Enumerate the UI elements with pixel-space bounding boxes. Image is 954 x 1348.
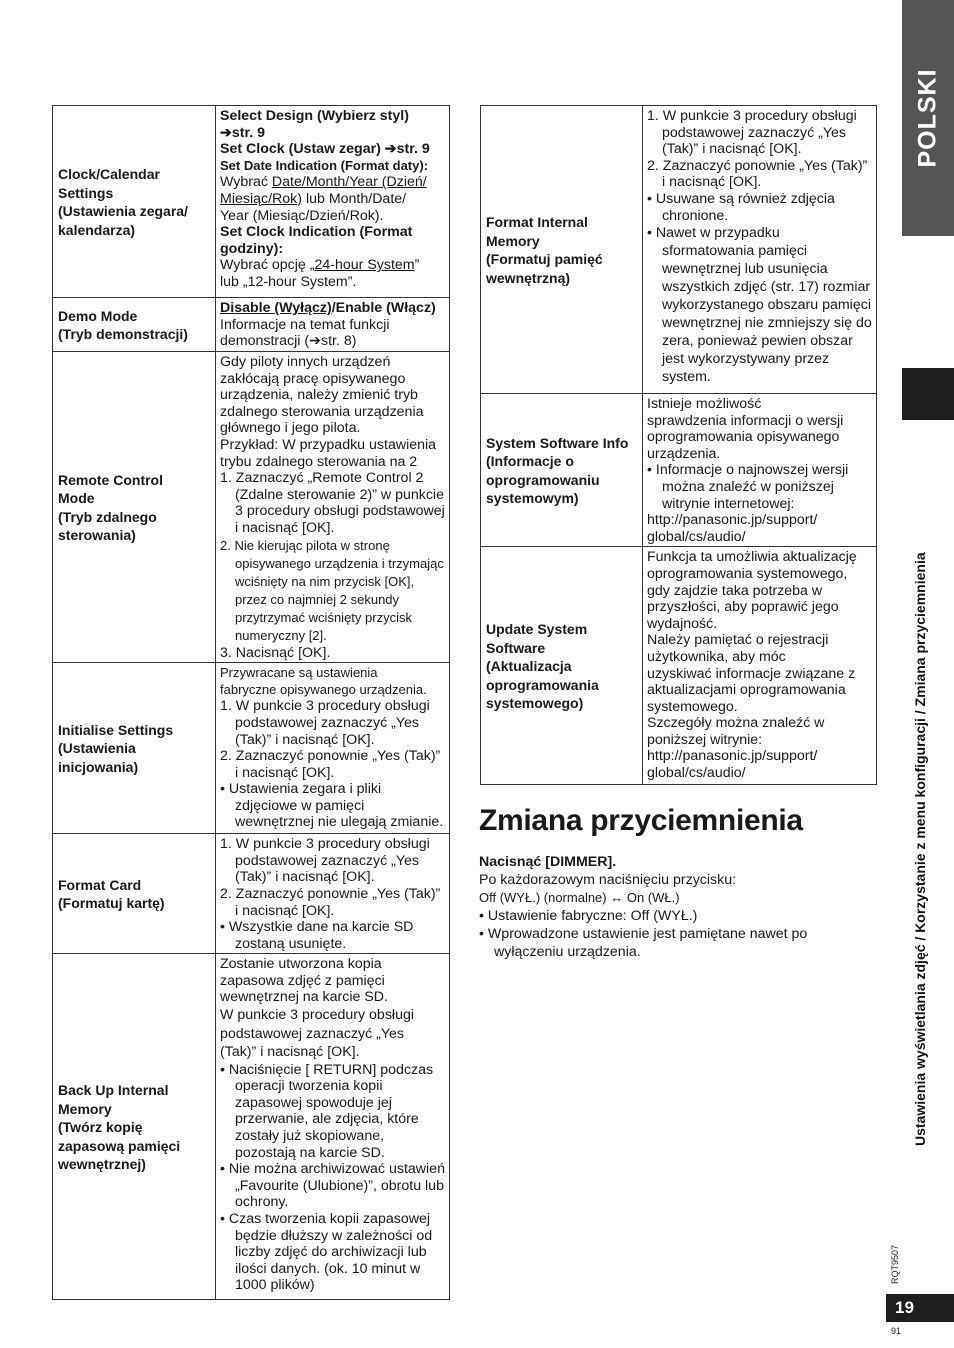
- row-label-remote: Remote Control Mode (Tryb zdalnego sterowania): [53, 352, 216, 663]
- arrow-icon: ➔: [384, 141, 397, 158]
- chapter-vertical-title: Ustawienia wyświetlania zdjęć / Korzystanie z menu konfiguracji / Zmiana przyciemnienia: [912, 552, 928, 1146]
- row-label-initialise: Initialise Settings (Ustawienia inicjowania): [53, 663, 216, 834]
- language-tab: POLSKI: [902, 0, 954, 236]
- arrow-icon: ➔: [220, 124, 232, 141]
- dimmer-instruction: Nacisnąć [DIMMER].: [479, 854, 617, 870]
- row-label-clock: Clock/Calendar Settings (Ustawienia zegara/ kalendarza): [53, 106, 216, 298]
- row-label-format-card: Format Card (Formatuj kartę): [53, 834, 216, 954]
- dimmer-bullet: • Ustawienie fabryczne: Off (WYŁ.): [479, 908, 698, 924]
- table-row: [53, 298, 450, 352]
- section-title: Zmiana przyciemnienia: [479, 804, 803, 837]
- table-row: [53, 352, 450, 663]
- page-number-small: 91: [891, 1326, 902, 1336]
- row-label-backup: Back Up Internal Memory (Twórz kopię zapasową pamięci wewnętrznej): [53, 954, 216, 1300]
- row-label-update-software: Update System Software (Aktualizacja oprogramowania systemowego): [481, 547, 643, 785]
- dimmer-line: Po każdorazowym naciśnięciu przycisku:: [479, 872, 737, 888]
- table-row: [53, 834, 450, 954]
- table-row: [481, 547, 877, 785]
- arrow-icon: ➔: [309, 333, 321, 350]
- settings-table-left: [52, 105, 450, 1300]
- table-row: [53, 954, 450, 1300]
- page-number: 19: [886, 1294, 954, 1322]
- row-desc-format-internal: 1. W punkcie 3 procedury obsługi podstawowej zaznaczyć „Yes (Tak)” i nacisnąć [OK]. 2. Zaznaczyć ponownie „Yes (Tak)” i nacisnąć [OK]. • Usuwane są również zdjęcia chronione. • Nawet w przypadku sformatowania pamięci wewnętrznej lub usunięcia wszystkich zdjęć (str. 17) rozmiar wykorzystanego obszaru pamięci wewnętrznej nie zmniejszy się do zera, ponieważ pewien obszar jest wykorzystywany przez system.: [643, 106, 877, 394]
- row-desc-system-info: Istnieje możliwość sprawdzenia informacji o wersji oprogramowania opisywanego urządzenia. • Informacje o najnowszej wersji można znaleźć w poniższej witrynie internetowej: http://panasonic.jp/support/ global/cs/audio/: [643, 394, 877, 547]
- row-desc-format-card: 1. W punkcie 3 procedury obsługi podstawowej zaznaczyć „Yes (Tak)” i nacisnąć [OK]. 2. Zaznaczyć ponownie „Yes (Tak)” i nacisnąć [OK]. • Wszystkie dane na karcie SD zostaną usunięte.: [216, 834, 450, 954]
- doc-code: RQT9507: [890, 1244, 900, 1284]
- row-desc-clock: Select Design (Wybierz styl) ➔str. 9 Set Clock (Ustaw zegar) ➔str. 9 Set Date Indication (Format daty): Wybrać Date/Month/Year (Dzień/ Miesiąc/Rok) lub Month/Date/ Year (Miesiąc/Dzień/Rok). Set Clock Indication (Format godziny): Wybrać opcję „24-hour System” lub „12-hour System”.: [216, 106, 450, 298]
- row-desc-update-software: Funkcja ta umożliwia aktualizację oprogramowania systemowego, gdy zajdzie taka potrzeba w przyszłości, aby poprawić jego wydajność. Należy pamiętać o rejestracji użytkownika, aby móc uzyskiwać informacje związane z aktualizacjami oprogramowania systemowego. Szczegóły można znaleźć w poniższej witrynie: http://panasonic.jp/support/ global/cs/audio/: [643, 547, 877, 785]
- section-marker: [902, 368, 954, 420]
- table-row: [53, 663, 450, 834]
- row-desc-backup: Zostanie utworzona kopia zapasowa zdjęć z pamięci wewnętrznej na karcie SD. W punkcie 3 procedury obsługi podstawowej zaznaczyć „Yes (Tak)” i nacisnąć [OK]. • Naciśnięcie [ RETURN] podczas operacji tworzenia kopii zapasowej spowoduje jej przerwanie, ale zdjęcia, które zostały już skopiowane, pozostają na karcie SD. • Nie można archiwizować ustawień „Favourite (Ulubione)”, obrotu lub ochrony. • Czas tworzenia kopii zapasowej będzie dłuższy w zależności od liczby zdjęć do archiwizacji lub ilości danych. (ok. 10 minut w 1000 plików): [216, 954, 450, 1300]
- table-row: [481, 106, 877, 394]
- dimmer-cycle: Off (WYŁ.) (normalne) ↔ On (WŁ.): [479, 890, 680, 905]
- row-desc-initialise: Przywracane są ustawienia fabryczne opisywanego urządzenia. 1. W punkcie 3 procedury obsługi podstawowej zaznaczyć „Yes (Tak)” i nacisnąć [OK]. 2. Zaznaczyć ponownie „Yes (Tak)” i nacisnąć [OK]. • Ustawienia zegara i pliki zdjęciowe w pamięci wewnętrznej nie ulegają zmianie.: [216, 663, 450, 834]
- row-desc-remote: Gdy piloty innych urządzeń zakłócają pracę opisywanego urządzenia, należy zmienić tryb zdalnego sterowania urządzenia głównego i jego pilota. Przykład: W przypadku ustawienia trybu zdalnego sterowania na 2 1. Zaznaczyć „Remote Control 2 (Zdalne sterowanie 2)” w punkcie 3 procedury obsługi podstawowej i nacisnąć [OK]. 2. Nie kierując pilota w stronę opisywanego urządzenia i trzymając wciśnięty na nim przycisk [OK], przez co najmniej 2 sekundy przytrzymać wciśnięty przycisk numeryczny [2]. 3. Nacisnąć [OK].: [216, 352, 450, 663]
- row-label-system-info: System Software Info (Informacje o oprogramowaniu systemowym): [481, 394, 643, 547]
- table-row: [53, 106, 450, 298]
- dimmer-bullet: • Wprowadzone ustawienie jest pamiętane nawet po wyłączeniu urządzenia.: [479, 926, 808, 960]
- section-body: [479, 853, 879, 961]
- settings-table-right: [480, 105, 877, 785]
- row-desc-demo: Disable (Wyłącz)/Enable (Włącz) Informacje na temat funkcji demonstracji (➔str. 8): [216, 298, 450, 352]
- table-row: [481, 394, 877, 547]
- row-label-demo: Demo Mode (Tryb demonstracji): [53, 298, 216, 352]
- row-label-format-internal: Format Internal Memory (Formatuj pamięć wewnętrzną): [481, 106, 643, 394]
